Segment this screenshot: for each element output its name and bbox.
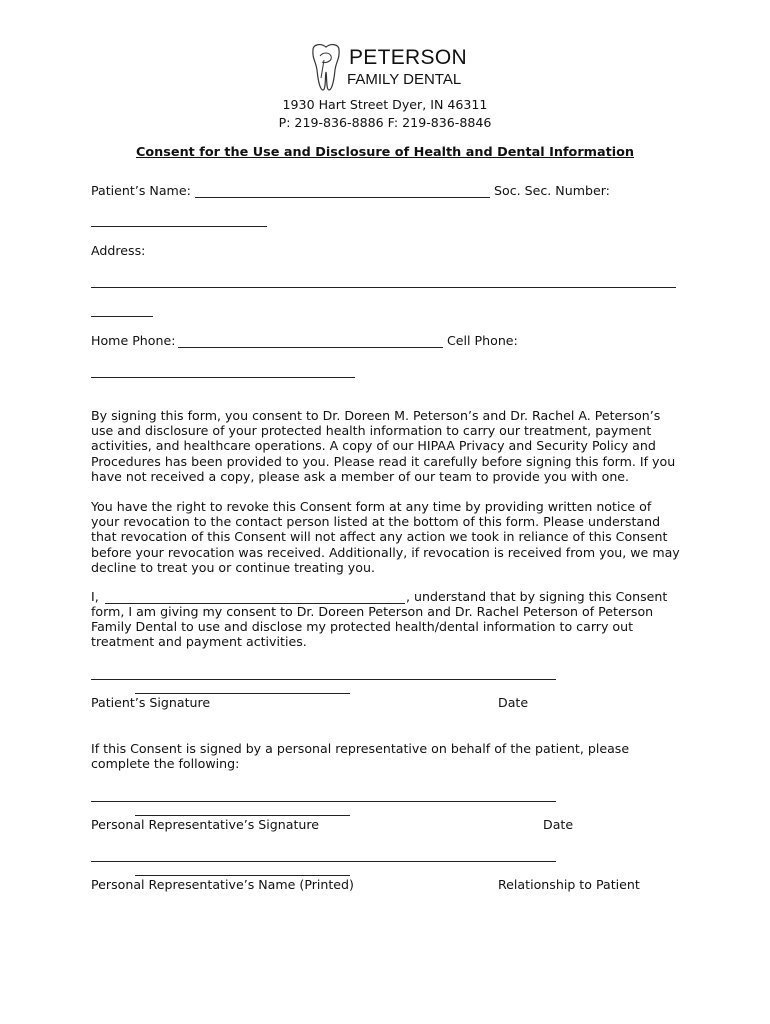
home-phone-label: Home Phone: [91, 333, 176, 348]
practice-phones: P: 219-836-8886 F: 219-836-8846 [278, 115, 492, 130]
rep-name-underline [135, 875, 350, 876]
ssn-label: Soc. Sec. Number: [494, 183, 610, 198]
patient-name-field[interactable] [195, 197, 490, 198]
patient-signature-label: Patient’s Signature [91, 695, 211, 710]
cell-phone-label: Cell Phone: [447, 333, 518, 348]
brand-subtitle: FAMILY DENTAL [347, 71, 462, 88]
cell-phone-field[interactable] [91, 377, 355, 378]
patient-date-label: Date [498, 695, 529, 710]
rep-date-label: Date [543, 817, 574, 832]
ssn-field[interactable] [91, 226, 267, 227]
practice-address: 1930 Hart Street Dyer, IN 46311 [282, 97, 488, 112]
consent-statement-suffix: , understand that by signing this Consent [406, 589, 668, 604]
patient-signature-field[interactable] [91, 679, 556, 680]
rep-name-label: Personal Representative’s Name (Printed) [91, 877, 354, 892]
rep-name-field[interactable] [91, 861, 556, 862]
form-title: Consent for the Use and Disclosure of Health and Dental Information [135, 145, 635, 160]
relationship-label: Relationship to Patient [498, 877, 640, 892]
home-phone-field[interactable] [178, 347, 443, 348]
brand-name: PETERSON [349, 46, 467, 69]
rep-signature-field[interactable] [91, 801, 556, 802]
patient-signature-underline [135, 693, 350, 694]
consent-statement-body: form, I am giving my consent to Dr. Doreen Peterson and Dr. Rachel Peterson of Peterson Family Dental to use and disclose my protected health/dental information to carry out treatment and payment activities. [91, 604, 654, 650]
consent-paragraph: By signing this form, you consent to Dr. Doreen M. Peterson’s and Dr. Rachel A. Peterson’s use and disclosure of your protected health information to carry our treatment, payment activities, and healthcare operations. A copy of our HIPAA Privacy and Security Policy and Procedures has been provided to you. Please read it carefully before signing this form. If you have not received a copy, please ask a member of our team to provide you with one. [91, 408, 676, 484]
rep-signature-underline [135, 815, 350, 816]
consent-statement-prefix: I, [91, 589, 99, 604]
address-field-continued[interactable] [91, 316, 153, 317]
address-label: Address: [91, 243, 146, 258]
revocation-paragraph: You have the right to revoke this Consent form at any time by providing written notice of your revocation to the contact person listed at the bottom of this form. Please understand that revocation of this Consent will not affect any action we took in reliance of this Consent before your revocation was received. Additionally, if revocation is received from you, we may decline to treat you or continue treating you. [91, 499, 680, 575]
address-field[interactable] [91, 287, 676, 288]
patient-name-label: Patient’s Name: [91, 183, 191, 198]
tooth-logo-icon [307, 42, 345, 94]
representative-note: If this Consent is signed by a personal representative on behalf of the patient, please complete the following: [91, 741, 630, 772]
rep-signature-label: Personal Representative’s Signature [91, 817, 320, 832]
